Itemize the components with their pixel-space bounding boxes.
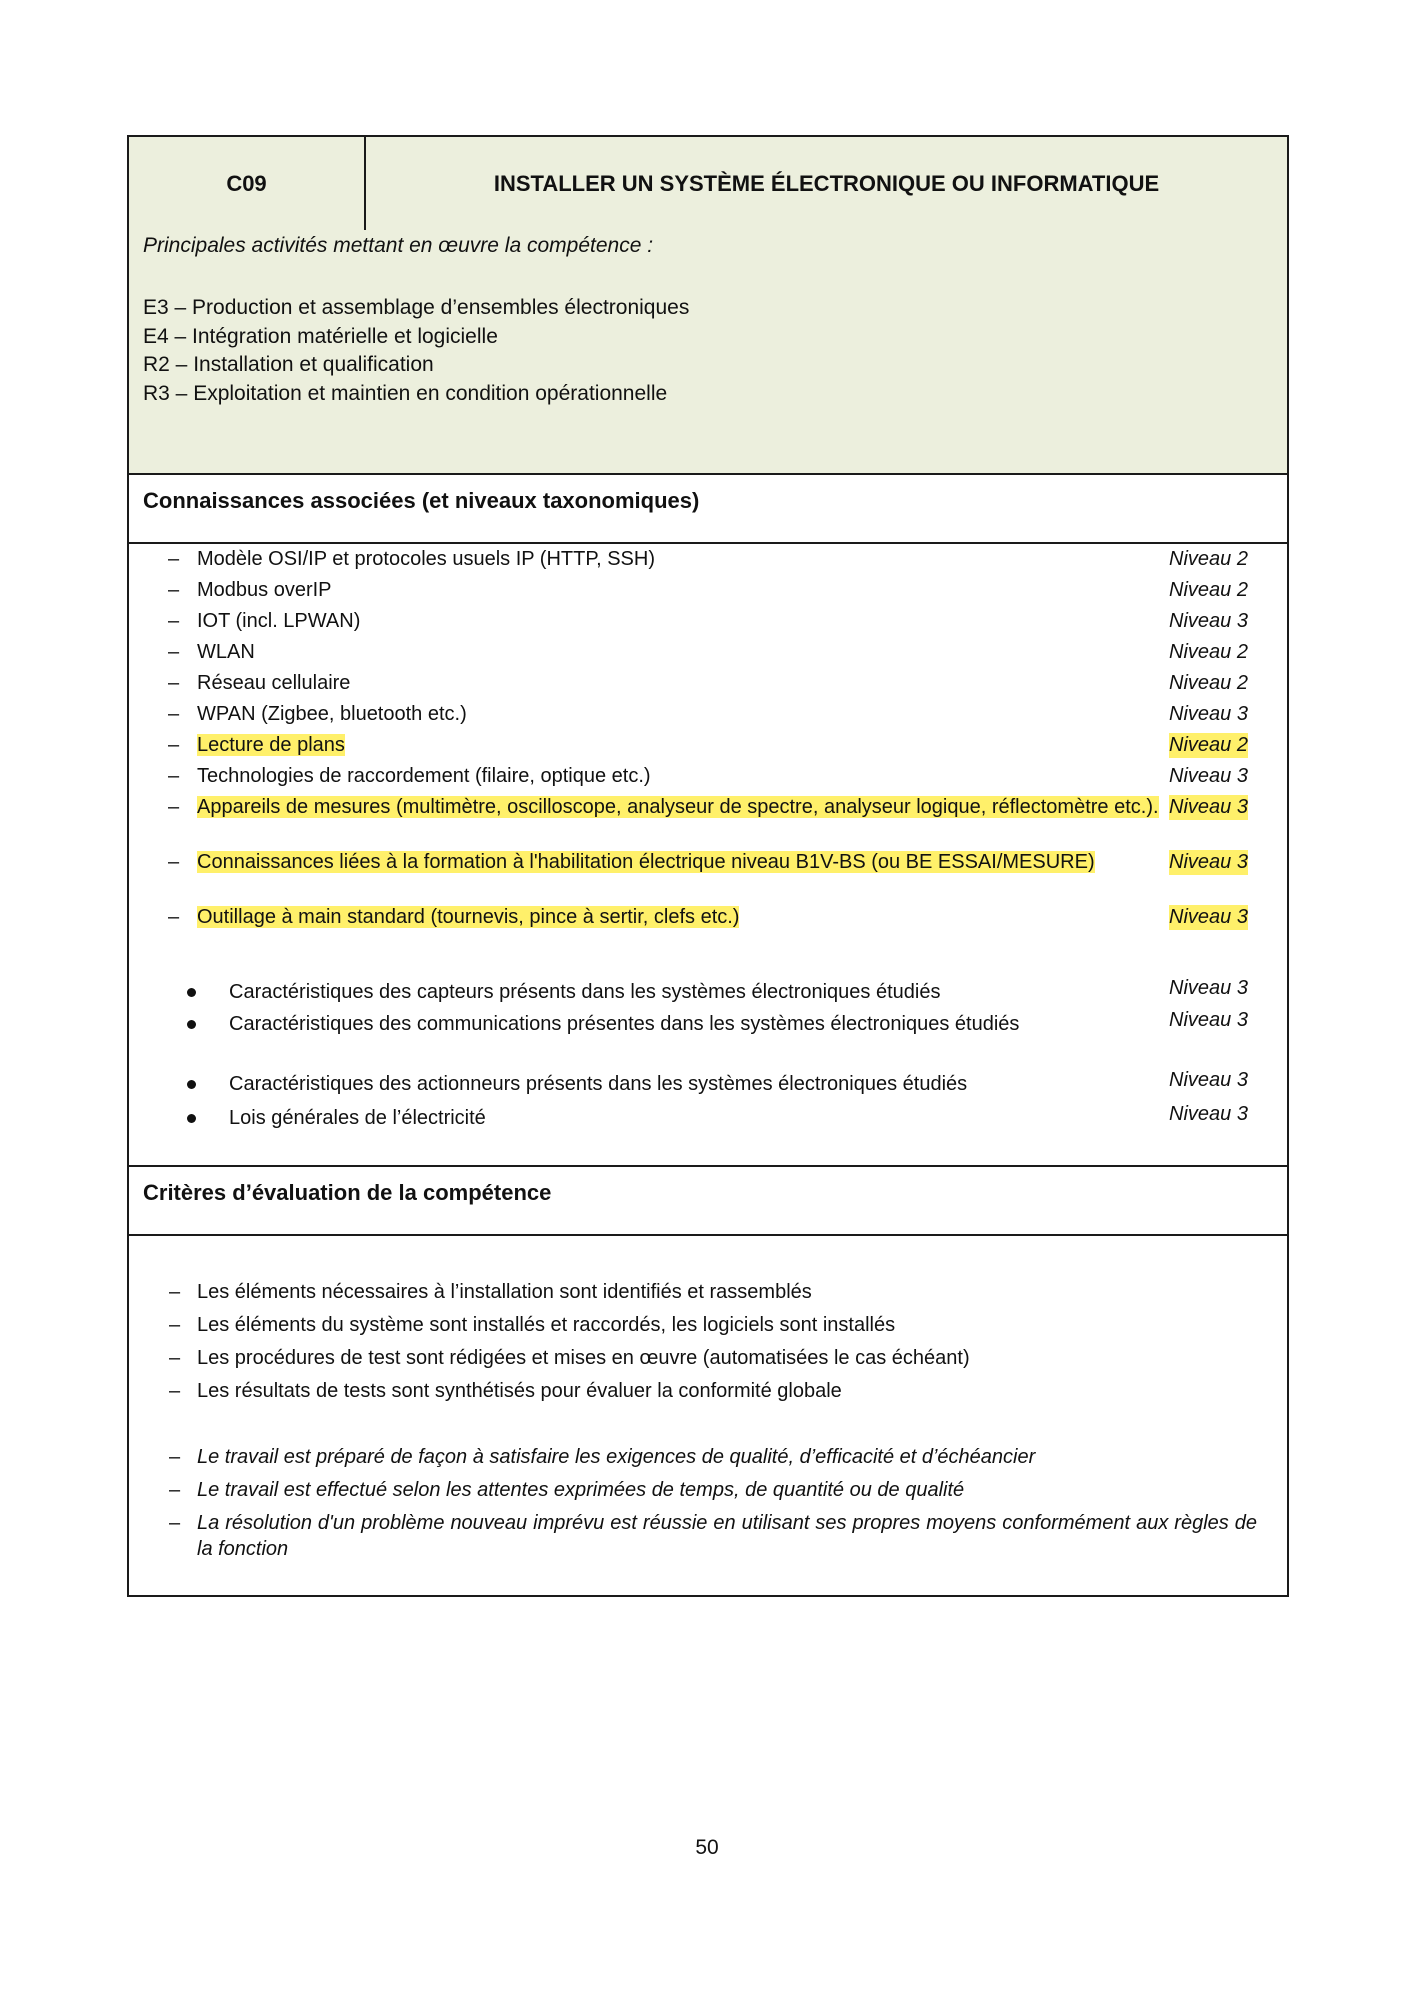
knowledge-item-text <box>197 905 1159 930</box>
knowledge-item-level: Niveau 3 <box>1169 703 1248 725</box>
activity-item: R2 – Installation et qualification <box>143 353 434 376</box>
knowledge-item-text <box>197 733 1159 758</box>
knowledge-item-text <box>197 795 1159 820</box>
divider <box>129 473 1287 475</box>
activities-list <box>143 294 689 408</box>
knowledge-item-text <box>197 578 1159 603</box>
knowledge-bullet-level: Niveau 3 <box>1169 977 1248 999</box>
dash-bullet-icon: – <box>169 1380 181 1402</box>
knowledge-item-level: Niveau 3 <box>1169 851 1248 873</box>
knowledge-item-level: Niveau 3 <box>1169 906 1248 928</box>
knowledge-item-text <box>197 547 1159 572</box>
criteria-quality-item-text: La résolution d'un problème nouveau imprévu est réussie en utilisant ses propres moyens conformément aux règles de la fonction <box>197 1512 1257 1560</box>
knowledge-item-label: Appareils de mesures (multimètre, oscilloscope, analyseur de spectre, analyseur logique, réflectomètre etc.). <box>197 796 1159 818</box>
knowledge-item-label: Connaissances liées à la formation à l'habilitation électrique niveau B1V-BS (ou BE ESSAI/MESURE) <box>197 851 1095 873</box>
knowledge-item-level: Niveau 2 <box>1169 734 1248 756</box>
dash-bullet-icon: – <box>169 1314 181 1336</box>
knowledge-item-text <box>197 850 1159 875</box>
divider <box>129 542 1287 544</box>
activities-section <box>129 230 1287 475</box>
knowledge-item-label: Modèle OSI/IP et protocoles usuels IP (HTTP, SSH) <box>197 548 655 570</box>
dash-bullet-icon: – <box>168 672 180 694</box>
dash-bullet-icon: – <box>169 1446 181 1468</box>
criteria-heading: Critères d’évaluation de la compétence <box>143 1180 552 1205</box>
dash-bullet-icon: – <box>168 703 180 725</box>
dash-bullet-icon: – <box>169 1281 181 1303</box>
dash-bullet-icon: – <box>169 1512 181 1534</box>
dash-bullet-icon: – <box>168 796 180 818</box>
activity-item: R3 – Exploitation et maintien en condition opérationnelle <box>143 381 668 405</box>
knowledge-item-level: Niveau 2 <box>1169 641 1248 663</box>
criteria-item-text: Les éléments nécessaires à l’installation sont identifiés et rassemblés <box>197 1281 812 1303</box>
knowledge-item-label: Modbus overIP <box>197 579 332 601</box>
activities-intro: Principales activités mettant en œuvre la compétence : <box>143 234 654 257</box>
knowledge-item-level: Niveau 2 <box>1169 672 1248 694</box>
knowledge-item-level: Niveau 2 <box>1169 579 1248 601</box>
dash-bullet-icon: – <box>168 906 180 928</box>
knowledge-item-level: Niveau 3 <box>1169 796 1248 818</box>
knowledge-item-level: Niveau 3 <box>1169 610 1248 632</box>
knowledge-item-text <box>197 764 1159 789</box>
criteria-quality-item-text: Le travail est effectué selon les attentes exprimées de temps, de quantité ou de qualité <box>197 1479 965 1501</box>
knowledge-item-text <box>197 640 1159 665</box>
knowledge-bullet-text: Caractéristiques des communications présentes dans les systèmes électroniques étudiés <box>229 1013 1020 1035</box>
knowledge-bullet-text: Lois générales de l’électricité <box>229 1107 486 1129</box>
competence-header-row <box>129 137 1287 230</box>
bullet-dot-icon <box>187 1080 196 1089</box>
knowledge-bullet-level: Niveau 3 <box>1169 1103 1248 1125</box>
competence-title: INSTALLER UN SYSTÈME ÉLECTRONIQUE OU INFORMATIQUE <box>493 170 1160 196</box>
criteria-item-text: Les éléments du système sont installés et raccordés, les logiciels sont installés <box>197 1314 896 1336</box>
competence-code: C09 <box>129 137 366 230</box>
dash-bullet-icon: – <box>168 851 180 873</box>
dash-bullet-icon: – <box>169 1347 181 1369</box>
activity-item: E3 – Production et assemblage d’ensembles électroniques <box>143 296 690 319</box>
dash-bullet-icon: – <box>168 765 180 787</box>
criteria-item-text: Les résultats de tests sont synthétisés pour évaluer la conformité globale <box>197 1380 842 1402</box>
dash-bullet-icon: – <box>169 1479 181 1501</box>
knowledge-item-text <box>197 671 1159 696</box>
criteria-item-text: Les procédures de test sont rédigées et mises en œuvre (automatisées le cas échéant) <box>197 1347 970 1369</box>
knowledge-item-label: Outillage à main standard (tournevis, pince à sertir, clefs etc.) <box>197 906 740 928</box>
knowledge-bullet-text: Caractéristiques des capteurs présents dans les systèmes électroniques étudiés <box>229 981 941 1003</box>
knowledge-item-label: WLAN <box>197 641 255 663</box>
dash-bullet-icon: – <box>168 548 180 570</box>
knowledge-item-label: WPAN (Zigbee, bluetooth etc.) <box>197 703 467 725</box>
bullet-dot-icon <box>187 988 196 997</box>
bullet-dot-icon <box>187 1114 196 1123</box>
knowledge-item-level: Niveau 3 <box>1169 765 1248 787</box>
knowledge-heading: Connaissances associées (et niveaux taxonomiques) <box>143 488 700 513</box>
competence-table <box>127 135 1289 1597</box>
divider <box>129 1165 1287 1167</box>
dash-bullet-icon: – <box>168 579 180 601</box>
page-number: 50 <box>695 1836 719 1859</box>
bullet-dot-icon <box>187 1020 196 1029</box>
knowledge-item-label: IOT (incl. LPWAN) <box>197 610 361 632</box>
criteria-quality-item-text: Le travail est préparé de façon à satisfaire les exigences de qualité, d’efficacité et d’échéancier <box>197 1446 1036 1468</box>
knowledge-item-label: Technologies de raccordement (filaire, optique etc.) <box>197 765 651 787</box>
dash-bullet-icon: – <box>168 610 180 632</box>
knowledge-bullet-level: Niveau 3 <box>1169 1069 1248 1091</box>
knowledge-item-text <box>197 609 1159 634</box>
knowledge-item-text <box>197 702 1159 727</box>
knowledge-bullet-level: Niveau 3 <box>1169 1009 1248 1031</box>
knowledge-item-label: Réseau cellulaire <box>197 672 351 694</box>
activity-item: E4 – Intégration matérielle et logicielle <box>143 324 498 348</box>
divider <box>129 1234 1287 1236</box>
knowledge-bullet-text: Caractéristiques des actionneurs présents dans les systèmes électroniques étudiés <box>229 1073 968 1095</box>
dash-bullet-icon: – <box>168 641 180 663</box>
knowledge-item-level: Niveau 2 <box>1169 548 1248 570</box>
dash-bullet-icon: – <box>168 734 180 756</box>
knowledge-item-label: Lecture de plans <box>197 734 345 756</box>
